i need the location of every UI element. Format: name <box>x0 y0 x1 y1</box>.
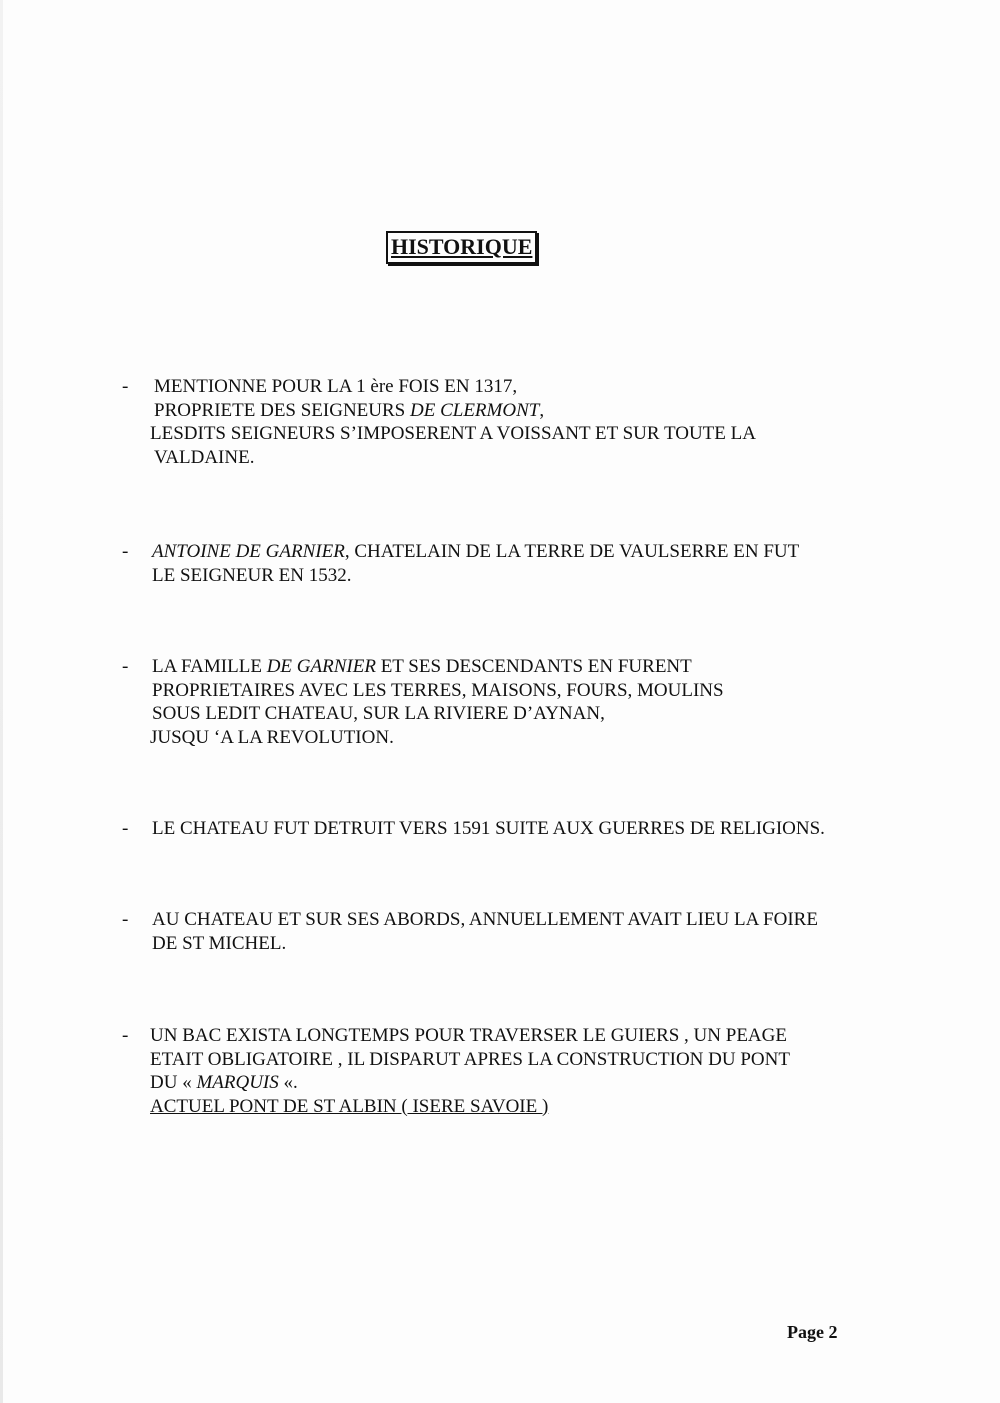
text-segment: PROPRIETAIRES AVEC LES TERRES, MAISONS, FOURS, MOULINS <box>152 679 724 701</box>
bullet-dash: - <box>122 909 129 930</box>
text-segment: JUSQU ‘A LA REVOLUTION. <box>150 726 394 748</box>
page-title <box>386 231 537 264</box>
history-line <box>150 1095 548 1118</box>
bullet-dash: - <box>122 541 129 562</box>
bullet-dash: - <box>122 818 129 839</box>
bullet-dash: - <box>122 656 129 677</box>
history-line <box>154 399 544 422</box>
text-segment: UN BAC EXISTA LONGTEMPS POUR TRAVERSER LE GUIERS , UN PEAGE <box>150 1025 787 1046</box>
italic-text: MARQUIS <box>196 1072 279 1093</box>
page-title-text: HISTORIQUE <box>391 234 533 259</box>
history-line <box>152 702 605 725</box>
text-segment: , CHATELAIN DE LA TERRE DE VAULSERRE EN FUT <box>344 541 800 562</box>
history-line <box>152 679 724 702</box>
text-segment: VALDAINE. <box>154 446 255 468</box>
history-line <box>150 1071 298 1094</box>
text-segment: LA FAMILLE <box>152 656 267 677</box>
text-segment: DU « <box>150 1072 197 1093</box>
scan-edge <box>0 0 3 1403</box>
text-segment: LE CHATEAU FUT DETRUIT VERS 1591 SUITE AUX GUERRES DE RELIGIONS. <box>152 818 825 839</box>
italic-text: DE GARNIER <box>266 656 376 677</box>
history-line <box>150 1024 787 1047</box>
text-segment: LE SEIGNEUR EN 1532. <box>152 564 352 586</box>
bullet-dash: - <box>122 1025 129 1046</box>
text-segment: , <box>539 399 545 421</box>
bullet-dash: - <box>122 376 129 397</box>
history-line <box>154 375 517 398</box>
italic-text: ANTOINE DE GARNIER <box>152 541 345 562</box>
text-segment: PROPRIETE DES SEIGNEURS <box>154 399 410 421</box>
history-line <box>152 655 692 678</box>
history-line <box>152 564 351 587</box>
history-line <box>152 908 818 931</box>
text-segment: SOUS LEDIT CHATEAU, SUR LA RIVIERE D’AYNAN, <box>152 703 605 724</box>
history-line <box>150 726 394 749</box>
page-number: Page 2 <box>787 1322 838 1342</box>
italic-text: DE CLERMONT <box>410 399 540 421</box>
history-line <box>150 422 756 445</box>
history-line <box>152 817 825 840</box>
history-line <box>154 446 254 469</box>
history-line <box>152 932 286 955</box>
text-segment: MENTIONNE POUR LA 1 ère FOIS EN 1317, <box>154 376 518 397</box>
history-line <box>150 1048 790 1071</box>
text-segment: LESDITS SEIGNEURS S’IMPOSERENT A VOISSANT ET SUR TOUTE LA <box>150 423 756 444</box>
text-segment: AU CHATEAU ET SUR SES ABORDS, ANNUELLEMENT AVAIT LIEU LA FOIRE <box>152 909 818 930</box>
text-segment: «. <box>278 1072 298 1093</box>
text-segment: DE ST MICHEL. <box>152 932 287 954</box>
text-segment: ETAIT OBLIGATOIRE , IL DISPARUT APRES LA CONSTRUCTION DU PONT <box>150 1048 790 1070</box>
history-line <box>152 540 799 563</box>
text-segment: ACTUEL PONT DE ST ALBIN ( ISERE SAVOIE ) <box>150 1095 549 1117</box>
text-segment: ET SES DESCENDANTS EN FURENT <box>375 656 692 677</box>
